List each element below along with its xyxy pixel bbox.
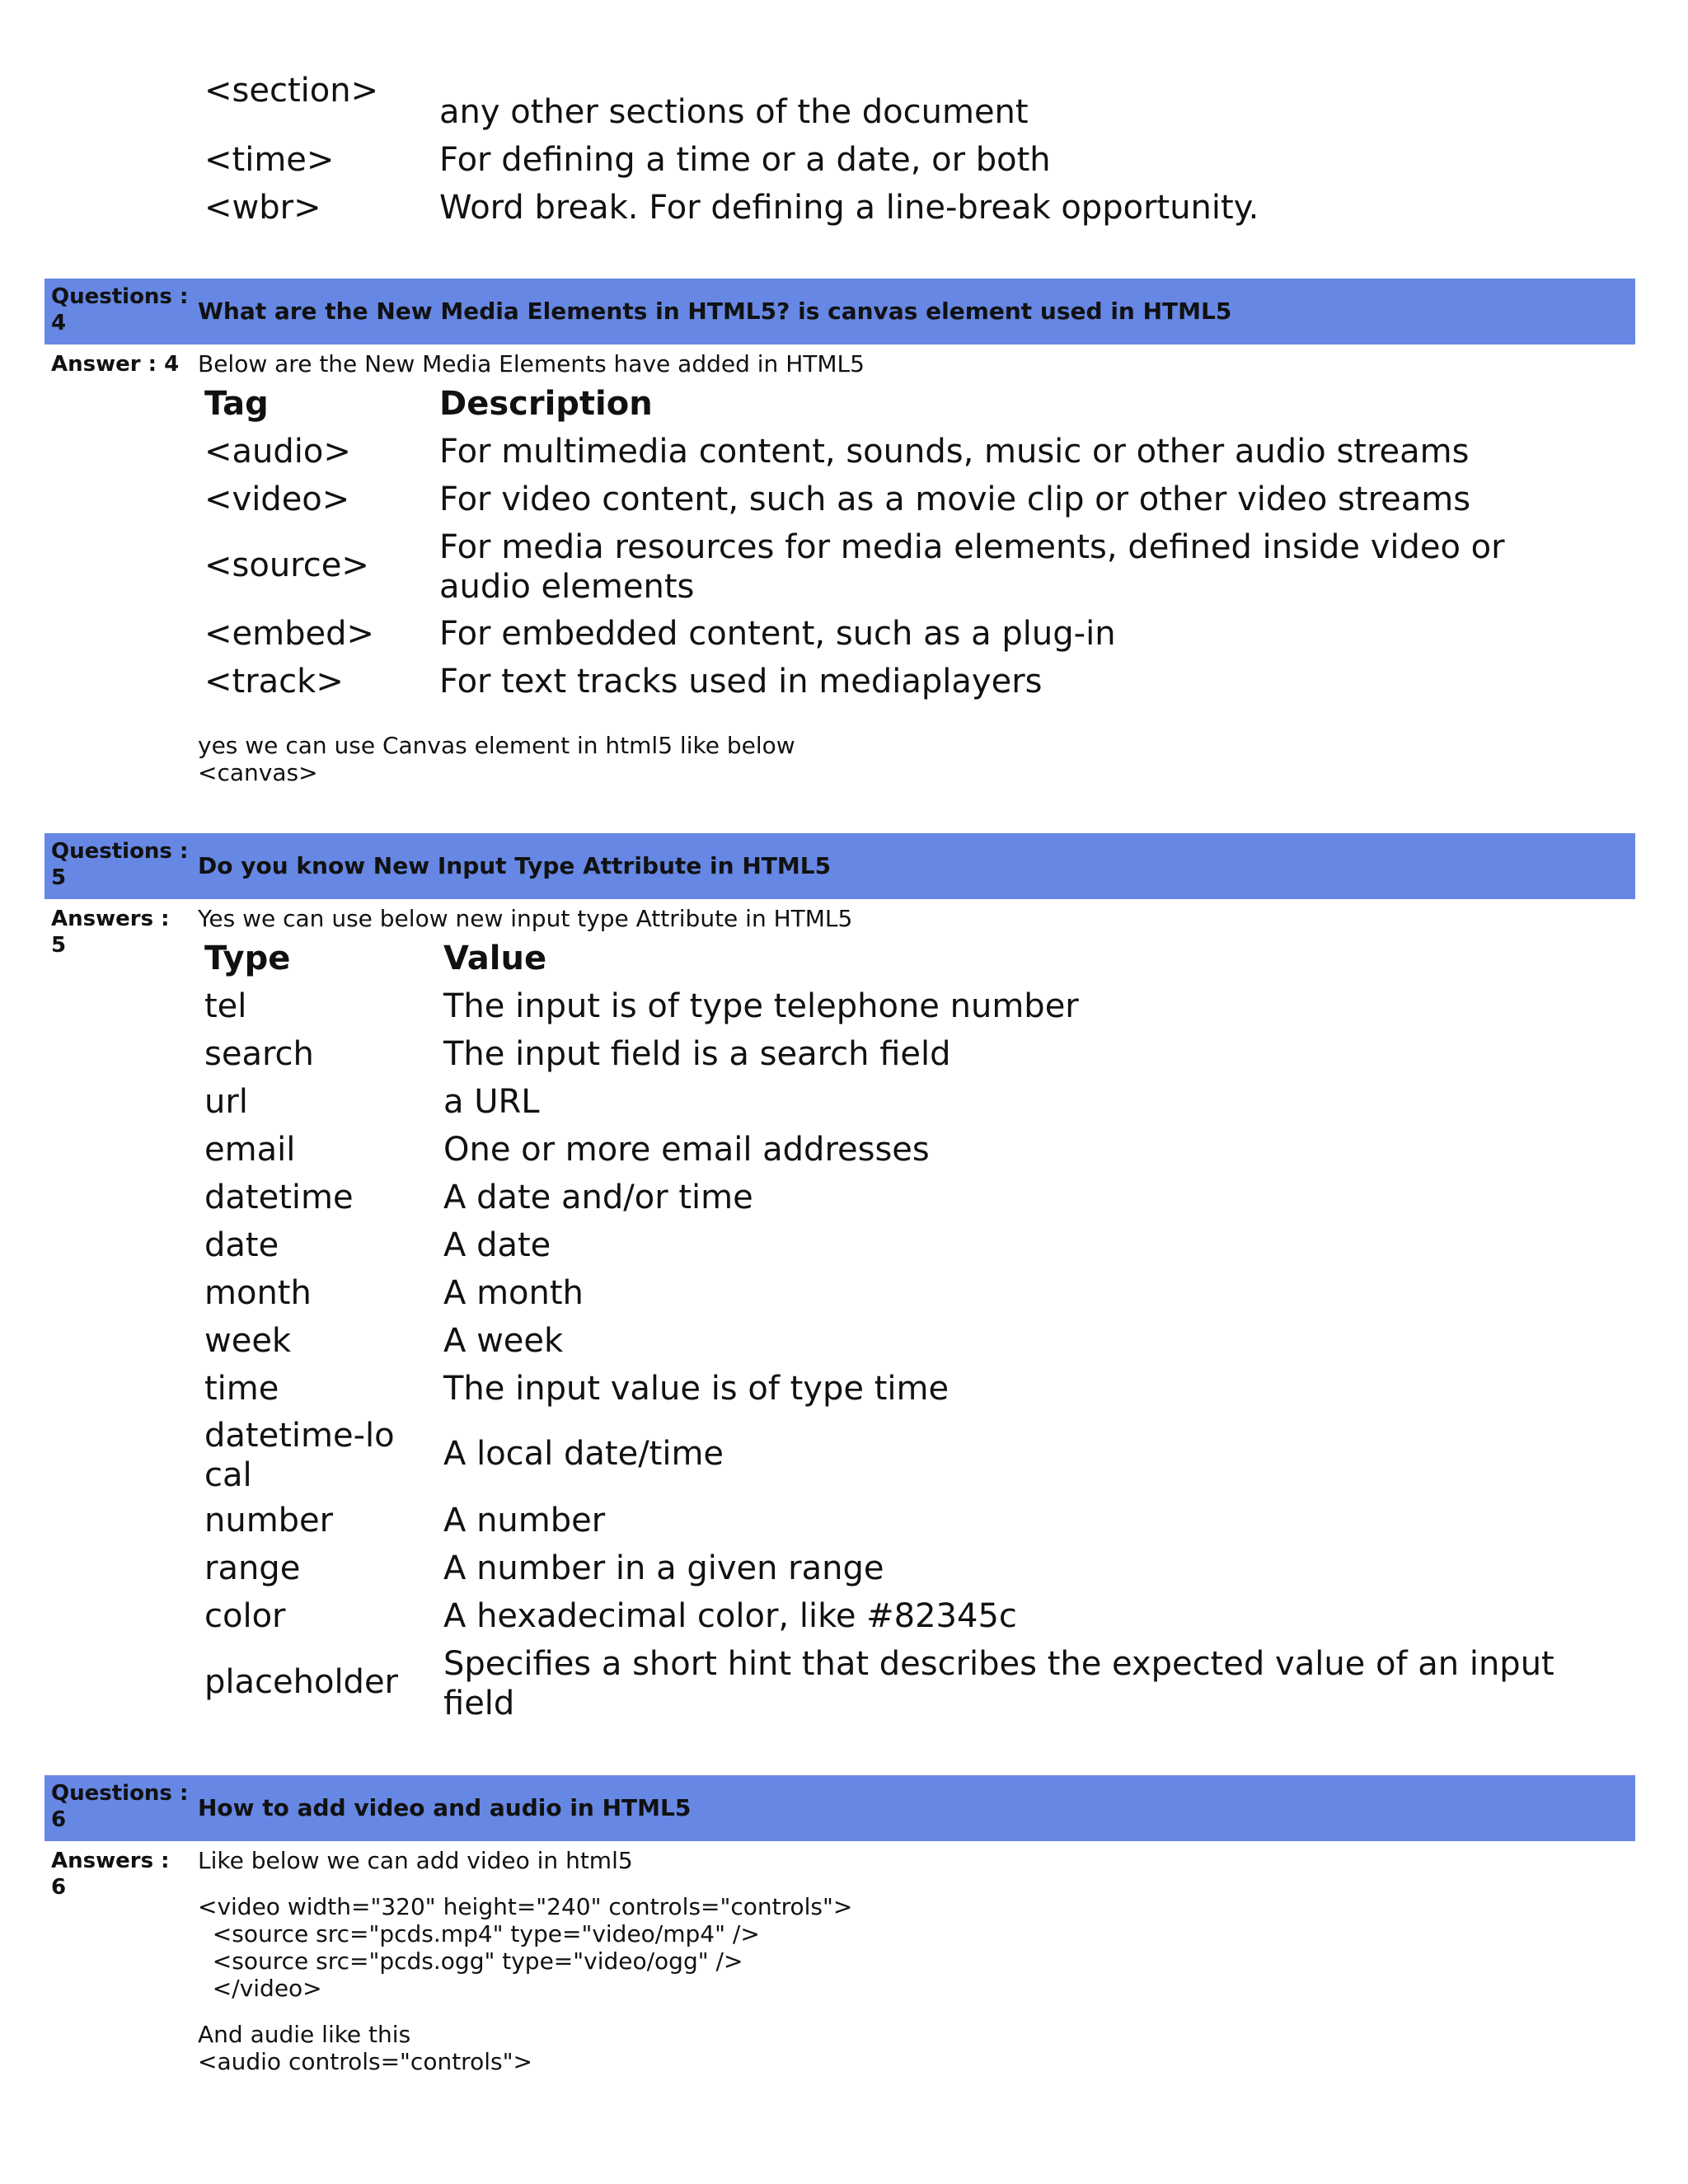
question-text-6: How to add video and audio in HTML5	[198, 1794, 692, 1821]
audio-code: <audio controls="controls">	[198, 2048, 532, 2075]
table-row-type: tel	[204, 987, 247, 1025]
code-line: <source src="pcds.mp4" type="video/mp4" />	[198, 1920, 760, 1947]
answer-label-6: Answers : 6	[51, 1849, 170, 1900]
table-row-value: The input is of type telephone number	[443, 987, 1079, 1025]
tag-wbr: <wbr>	[204, 189, 321, 227]
answer-intro-6: Like below we can add video in html5	[198, 1847, 633, 1874]
table-row-type: range	[204, 1549, 301, 1587]
answer-label-4: Answer : 4	[51, 352, 180, 377]
table-row-value: Specifies a short hint that describes the expected value of an input field	[443, 1645, 1554, 1722]
table-row-type: url	[204, 1083, 248, 1121]
table-row-type: time	[204, 1370, 279, 1408]
tag-section: <section>	[204, 72, 379, 110]
table-row-tag: <video>	[204, 480, 350, 518]
table-row-value: A date and/or time	[443, 1179, 753, 1216]
question-bar-5	[45, 833, 1635, 899]
table-row-type: month	[204, 1274, 312, 1312]
question-label-5: Questions : 5	[51, 839, 189, 890]
table-row-desc: For media resources for media elements, defined inside video or audio elements	[439, 528, 1505, 606]
table-row-value: One or more email addresses	[443, 1131, 930, 1169]
table-row-tag: <embed>	[204, 615, 374, 653]
table-row-value: A week	[443, 1322, 564, 1360]
table-row-tag: <audio>	[204, 433, 351, 471]
question-bar-6	[45, 1775, 1635, 1841]
table-header-value: Value	[443, 940, 547, 977]
code-line: <source src="pcds.ogg" type="video/ogg" />	[198, 1947, 743, 1975]
table-row-type: datetime	[204, 1179, 354, 1216]
table-header-description: Description	[439, 385, 653, 423]
table-header-tag: Tag	[204, 385, 269, 423]
table-row-desc: For multimedia content, sounds, music or other audio streams	[439, 433, 1470, 471]
desc-section: any other sections of the document	[439, 93, 1029, 131]
table-row-value: The input field is a search field	[443, 1035, 951, 1073]
table-row-tag: <track>	[204, 663, 344, 701]
table-row-tag: <source>	[204, 546, 369, 584]
table-row-type: color	[204, 1597, 286, 1635]
table-row-type: week	[204, 1322, 292, 1360]
table-row-type: search	[204, 1035, 314, 1073]
table-row-desc: For text tracks used in mediaplayers	[439, 663, 1043, 701]
question-label-6: Questions : 6	[51, 1781, 189, 1832]
table-row-value: The input value is of type time	[443, 1370, 950, 1408]
table-row-desc: For video content, such as a movie clip or other video streams	[439, 480, 1471, 518]
desc-wbr: Word break. For defining a line-break opportunity.	[439, 189, 1259, 227]
table-row-value: A local date/time	[443, 1435, 724, 1473]
table-row-type: email	[204, 1131, 296, 1169]
answer-intro-4: Below are the New Media Elements have added in HTML5	[198, 350, 865, 377]
table-row-value: A date	[443, 1226, 551, 1264]
table-row-value: A number in a given range	[443, 1549, 884, 1587]
canvas-code: <canvas>	[198, 759, 318, 786]
tag-time: <time>	[204, 141, 335, 179]
table-row-type: datetime-local	[204, 1417, 395, 1494]
table-row-value: A number	[443, 1502, 606, 1540]
question-label-4: Questions : 4	[51, 284, 189, 335]
code-line: <video width="320" height="240" controls="controls">	[198, 1893, 853, 1920]
table-row-value: A hexadecimal color, like #82345c	[443, 1597, 1017, 1635]
answer-label-5: Answers : 5	[51, 907, 170, 958]
table-row-value: A month	[443, 1274, 584, 1312]
table-row-type: date	[204, 1226, 279, 1264]
answer-outro-4: yes we can use Canvas element in html5 like below	[198, 732, 795, 759]
answer-intro-5: Yes we can use below new input type Attribute in HTML5	[198, 905, 853, 932]
table-row-type: placeholder	[204, 1663, 398, 1701]
table-row-desc: For embedded content, such as a plug-in	[439, 615, 1116, 653]
code-line: </video>	[198, 1975, 322, 2002]
table-header-type: Type	[204, 940, 291, 977]
desc-time: For defining a time or a date, or both	[439, 141, 1051, 179]
table-row-type: number	[204, 1502, 334, 1540]
answer-outro-6: And audie like this	[198, 2021, 411, 2048]
question-bar-4	[45, 279, 1635, 344]
question-text-5: Do you know New Input Type Attribute in HTML5	[198, 852, 832, 879]
table-row-value: a URL	[443, 1083, 540, 1121]
question-text-4: What are the New Media Elements in HTML5? is canvas element used in HTML5	[198, 298, 1232, 325]
